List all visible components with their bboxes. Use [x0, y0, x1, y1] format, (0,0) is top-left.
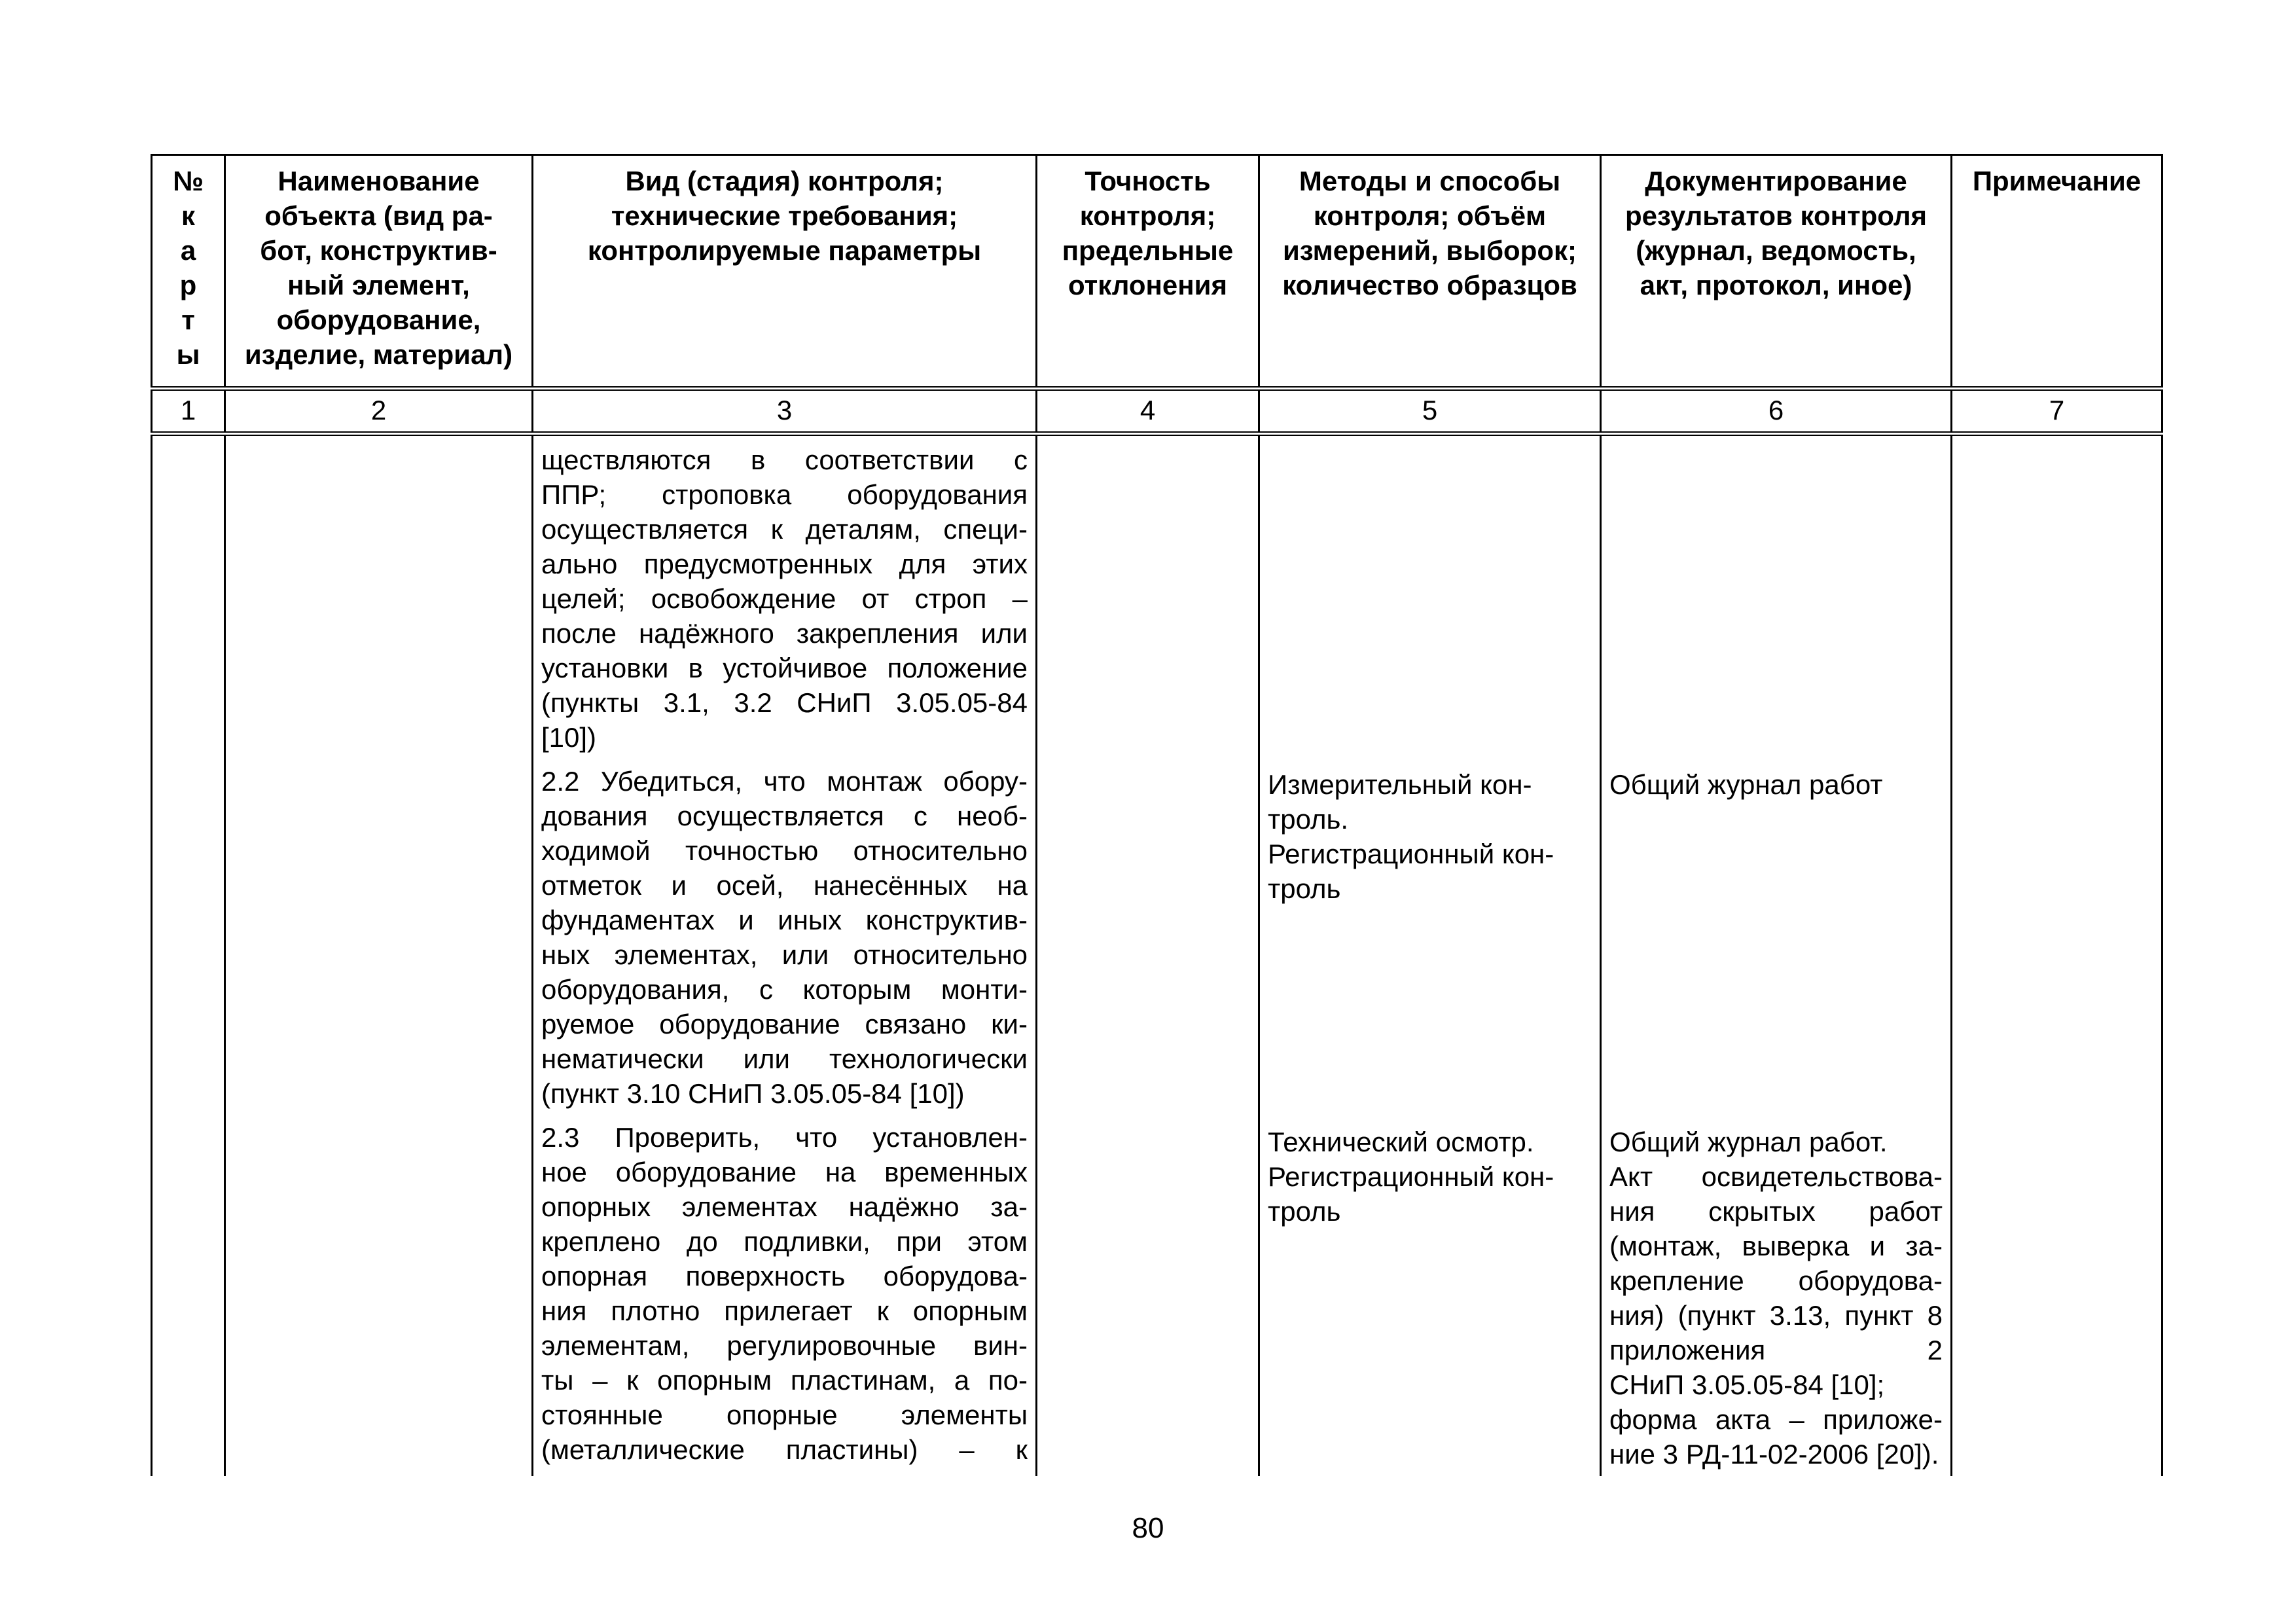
cell-methods: [1259, 434, 1601, 1477]
methods-block-2-3: Технический осмотр. Регистрационный кон- троль: [1268, 1127, 1554, 1227]
cell-control-requirements: [533, 434, 1037, 1477]
cell-object-name: [225, 434, 533, 1477]
column-number-row: [152, 389, 2162, 434]
header-object-name: Наименование объекта (вид ра- бот, конструктив- ный элемент, оборудование, изделие, материал): [225, 155, 533, 389]
page-number: 80: [1132, 1512, 1164, 1544]
header-card-number: № к а р т ы: [152, 155, 225, 389]
header-documentation: Документирование результатов контроля (журнал, ведомость, акт, протокол, иное): [1601, 155, 1952, 389]
requirement-block-2-2: 2.2 Убедиться, что монтаж обору- дования осуществляется с необ- ходимой точностью относительно отметок и осей, нанесённых на фундаментах и иных конструктив- ных элементах, или относительно оборудования, с которым монти- руемое оборудование связано ки- нематически или технологически (пункт 3.10 СНиП 3.05.05-84 [10]): [541, 766, 1028, 1109]
table-row: [152, 434, 2162, 1477]
column-number: 5: [1259, 389, 1601, 434]
cell-note: [1952, 434, 2162, 1477]
header-control-type: Вид (стадия) контроля; технические требования; контролируемые параметры: [533, 155, 1037, 389]
cell-card-number: [152, 434, 225, 1477]
column-number: 3: [533, 389, 1037, 434]
cell-documentation: [1601, 434, 1952, 1477]
spacer: [1609, 442, 1943, 767]
requirement-block-continuation: ществляются в соответствии с ППР; строповка оборудования осуществляется к деталям, специ- ально предусмотренных для этих целей; освобождение от строп – после надёжного закрепления или установки в устойчивое положение (пункты 3.1, 3.2 СНиП 3.05.05-84 [10]): [541, 444, 1028, 753]
requirement-block-2-3: 2.3 Проверить, что установлен- ное оборудование на временных опорных элементах надёжно за- креплено до подливки, при этом опорная поверхность оборудова- ния плотно прилегает к опорным элементам, регулировочные вин- ты – к опорным пластинам, а по- стоянные опорные элементы (металлические пластины) – к: [541, 1122, 1028, 1465]
header-note: Примечание: [1952, 155, 2162, 389]
column-number: 6: [1601, 389, 1952, 434]
column-number: 7: [1952, 389, 2162, 434]
column-number: 1: [152, 389, 225, 434]
documentation-block-2-3: Общий журнал работ. Акт освидетельствова- ния скрытых работ (монтаж, выверка и за- крепление оборудова- ния) (пункт 3.13, пункт 8 приложения 2 СНиП 3.05.05-84 [10]; форма акта – приложе- ние 3 РД-11-02-2006 [20]).: [1609, 1127, 1943, 1470]
column-number: 4: [1037, 389, 1259, 434]
control-table: [151, 154, 2163, 1476]
header-methods: Методы и способы контроля; объём измерений, выборок; количество образцов: [1259, 155, 1601, 389]
header-row: [152, 155, 2162, 389]
header-accuracy: Точность контроля; предельные отклонения: [1037, 155, 1259, 389]
cell-accuracy: [1037, 434, 1259, 1477]
column-number: 2: [225, 389, 533, 434]
methods-block-2-2: Измерительный кон- троль. Регистрационный кон- троль: [1268, 769, 1554, 904]
documentation-block-2-2: Общий журнал работ: [1609, 769, 1883, 800]
spacer: [1268, 442, 1592, 767]
